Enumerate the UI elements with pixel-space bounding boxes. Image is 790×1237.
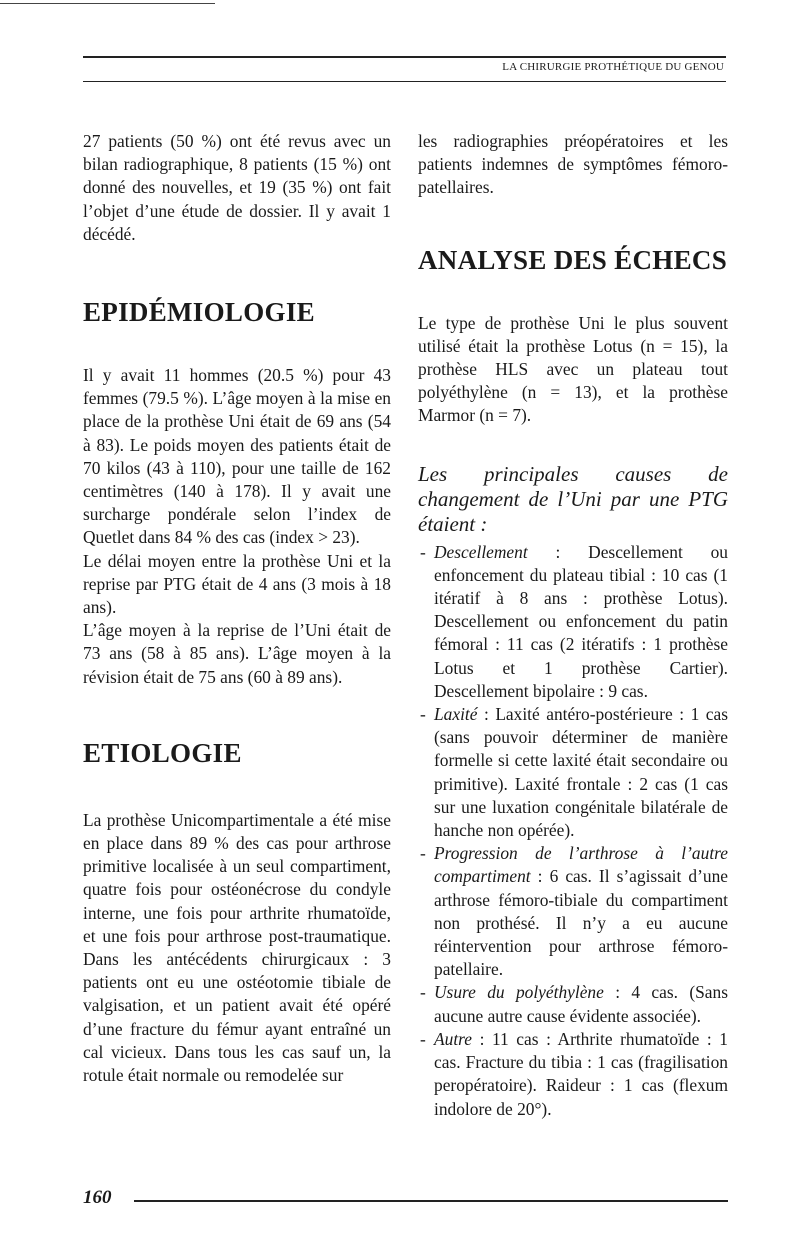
cause-item-autre: - Autre : 11 cas : Arthrite rhumatoïde : 1 cas. Fracture du tibia : 1 cas (fragilisation peropératoire). Raideur : 1 cas (flexum indolore de 20°). — [420, 1028, 728, 1119]
section-title-analyse-des-echecs: ANALYSE DES ÉCHECS — [418, 244, 728, 275]
cause-label: Usure du polyéthylène — [434, 982, 604, 1003]
intro-paragraph: 27 patients (50 %) ont été revus avec un bilan radiographique, 8 patients (15 %) ont donné des nouvelles, et 19 (35 %) ont fait l’objet d’une étude de dossier. Il y avait 1 décédé. — [83, 131, 391, 244]
causes-list — [418, 541, 728, 1121]
header-rule-bottom — [83, 81, 726, 82]
footer-rule — [134, 1200, 728, 1202]
cause-item-descellement: - Descellement : Descellement ou enfoncement du plateau tibial : 10 cas (1 itératif à 8 ans : prothèse Lotus). Descellement ou enfoncement du patin fémoral : 11 cas (2 itératifs : 1 prothèse Lotus et 1 prothèse Cartier). Descellement bipolaire : 9 cas. — [420, 541, 728, 701]
cause-item-laxite: - Laxité : Laxité antéro-postérieure : 1 cas (sans pouvoir déterminer de manière formelle si cette laxité était secondaire ou primitive). Laxité frontale : 2 cas (1 cas sur une luxation congénitale bilatérale de hanche non opérée). — [420, 704, 728, 841]
epidemiologie-paragraph-2: Le délai moyen entre la prothèse Uni et la reprise par PTG était de 4 ans (3 mois à 18 ans). — [83, 550, 391, 618]
cause-text: : 6 cas. Il s’agissait d’une arthrose fémoro-tibiale du compartiment non prothésé. Il n’y a eu aucune réintervention pour arthrose fémoro-patellaire. — [434, 866, 728, 980]
epidemiologie-paragraph-1: Il y avait 11 hommes (20.5 %) pour 43 femmes (79.5 %). L’âge moyen à la mise en place de la prothèse Uni était de 69 ans (54 à 83). Le poids moyen des patients était de 70 kilos (43 à 110), pour une taille de 162 centimètres (140 à 178). Il y avait une surcharge pondérale selon l’index de Quetlet dans 84 % des cas (index > 23). — [83, 365, 391, 548]
cause-text: : 4 cas. (Sans aucune autre cause évidente associée). — [434, 982, 728, 1026]
causes-subtitle: Les principales causes de changement de l’Uni par une PTG étaient : — [418, 461, 728, 536]
cause-label: Autre — [434, 1028, 472, 1049]
left-column — [83, 130, 391, 1087]
cause-text: : Descellement ou enfoncement du plateau tibial : 10 cas (1 itératif à 8 ans : prothèse Lotus). Descellement ou enfoncement du patin fémoral : 11 cas (2 itératifs : 1 prothèse Lotus et 1 prothèse Cartier). Descellement bipolaire : 9 cas. — [434, 541, 728, 701]
section-title-epidemiologie: EPIDÉMIOLOGIE — [83, 297, 315, 328]
cause-text: : 11 cas : Arthrite rhumatoïde : 1 cas. Fracture du tibia : 1 cas (fragilisation peropératoire). Raideur : 1 cas (flexum indolore de 20°). — [434, 1028, 728, 1119]
continuation-paragraph: les radiographies préopératoires et les patients indemnes de symptômes fémoro-patellaires. — [418, 131, 728, 198]
top-edge-rule — [0, 3, 215, 4]
running-header: LA CHIRURGIE PROTHÉTIQUE DU GENOU — [502, 61, 724, 73]
cause-label: Descellement — [434, 541, 528, 562]
header-rule-top — [83, 56, 726, 58]
cause-label: Progression de l’arthrose à l’autre compartiment — [434, 843, 728, 887]
etiologie-paragraph: La prothèse Unicompartimentale a été mise en place dans 89 % des cas pour arthrose primitive localisée à un seul compartiment, quatre fois pour ostéonécrose du condyle interne, une fois pour arthrite rhumatoïde, et une fois pour arthrose post-traumatique. Dans les antécédents chirurgicaux : 3 patients ont eu une ostéotomie tibiale de valgisation, et un patient avait été opéré d’une fracture du fémur ayant entraîné un cal vicieux. Dans tous les cas sauf un, la rotule était normale ou remodelée sur — [83, 809, 391, 1086]
page-number: 160 — [83, 1187, 112, 1208]
cause-item-progression: - Progression de l’arthrose à l’autre compartiment : 6 cas. Il s’agissait d’une arthrose fémoro-tibiale du compartiment non prothésé. Il n’y a eu aucune réintervention pour arthrose fémoro-patellaire. — [420, 843, 728, 980]
section-title-etiologie: ETIOLOGIE — [83, 737, 242, 768]
epidemiologie-paragraph-3: L’âge moyen à la reprise de l’Uni était de 73 ans (58 à 85 ans). L’âge moyen à la révision était de 75 ans (60 à 89 ans). — [83, 620, 391, 687]
right-column — [418, 130, 728, 1121]
analyse-paragraph: Le type de prothèse Uni le plus souvent utilisé était la prothèse Lotus (n = 15), la prothèse HLS avec un plateau tout polyéthylène (n = 13), et la prothèse Marmor (n = 7). — [418, 312, 728, 426]
cause-text: : Laxité antéro-postérieure : 1 cas (sans pouvoir déterminer de manière formelle si cette laxité était secondaire ou primitive). Laxité frontale : 2 cas (1 cas sur une luxation congénitale bilatérale de hanche non opérée). — [434, 704, 728, 841]
cause-item-usure: - Usure du polyéthylène : 4 cas. (Sans aucune autre cause évidente associée). — [420, 982, 728, 1026]
cause-label: Laxité — [434, 704, 478, 725]
